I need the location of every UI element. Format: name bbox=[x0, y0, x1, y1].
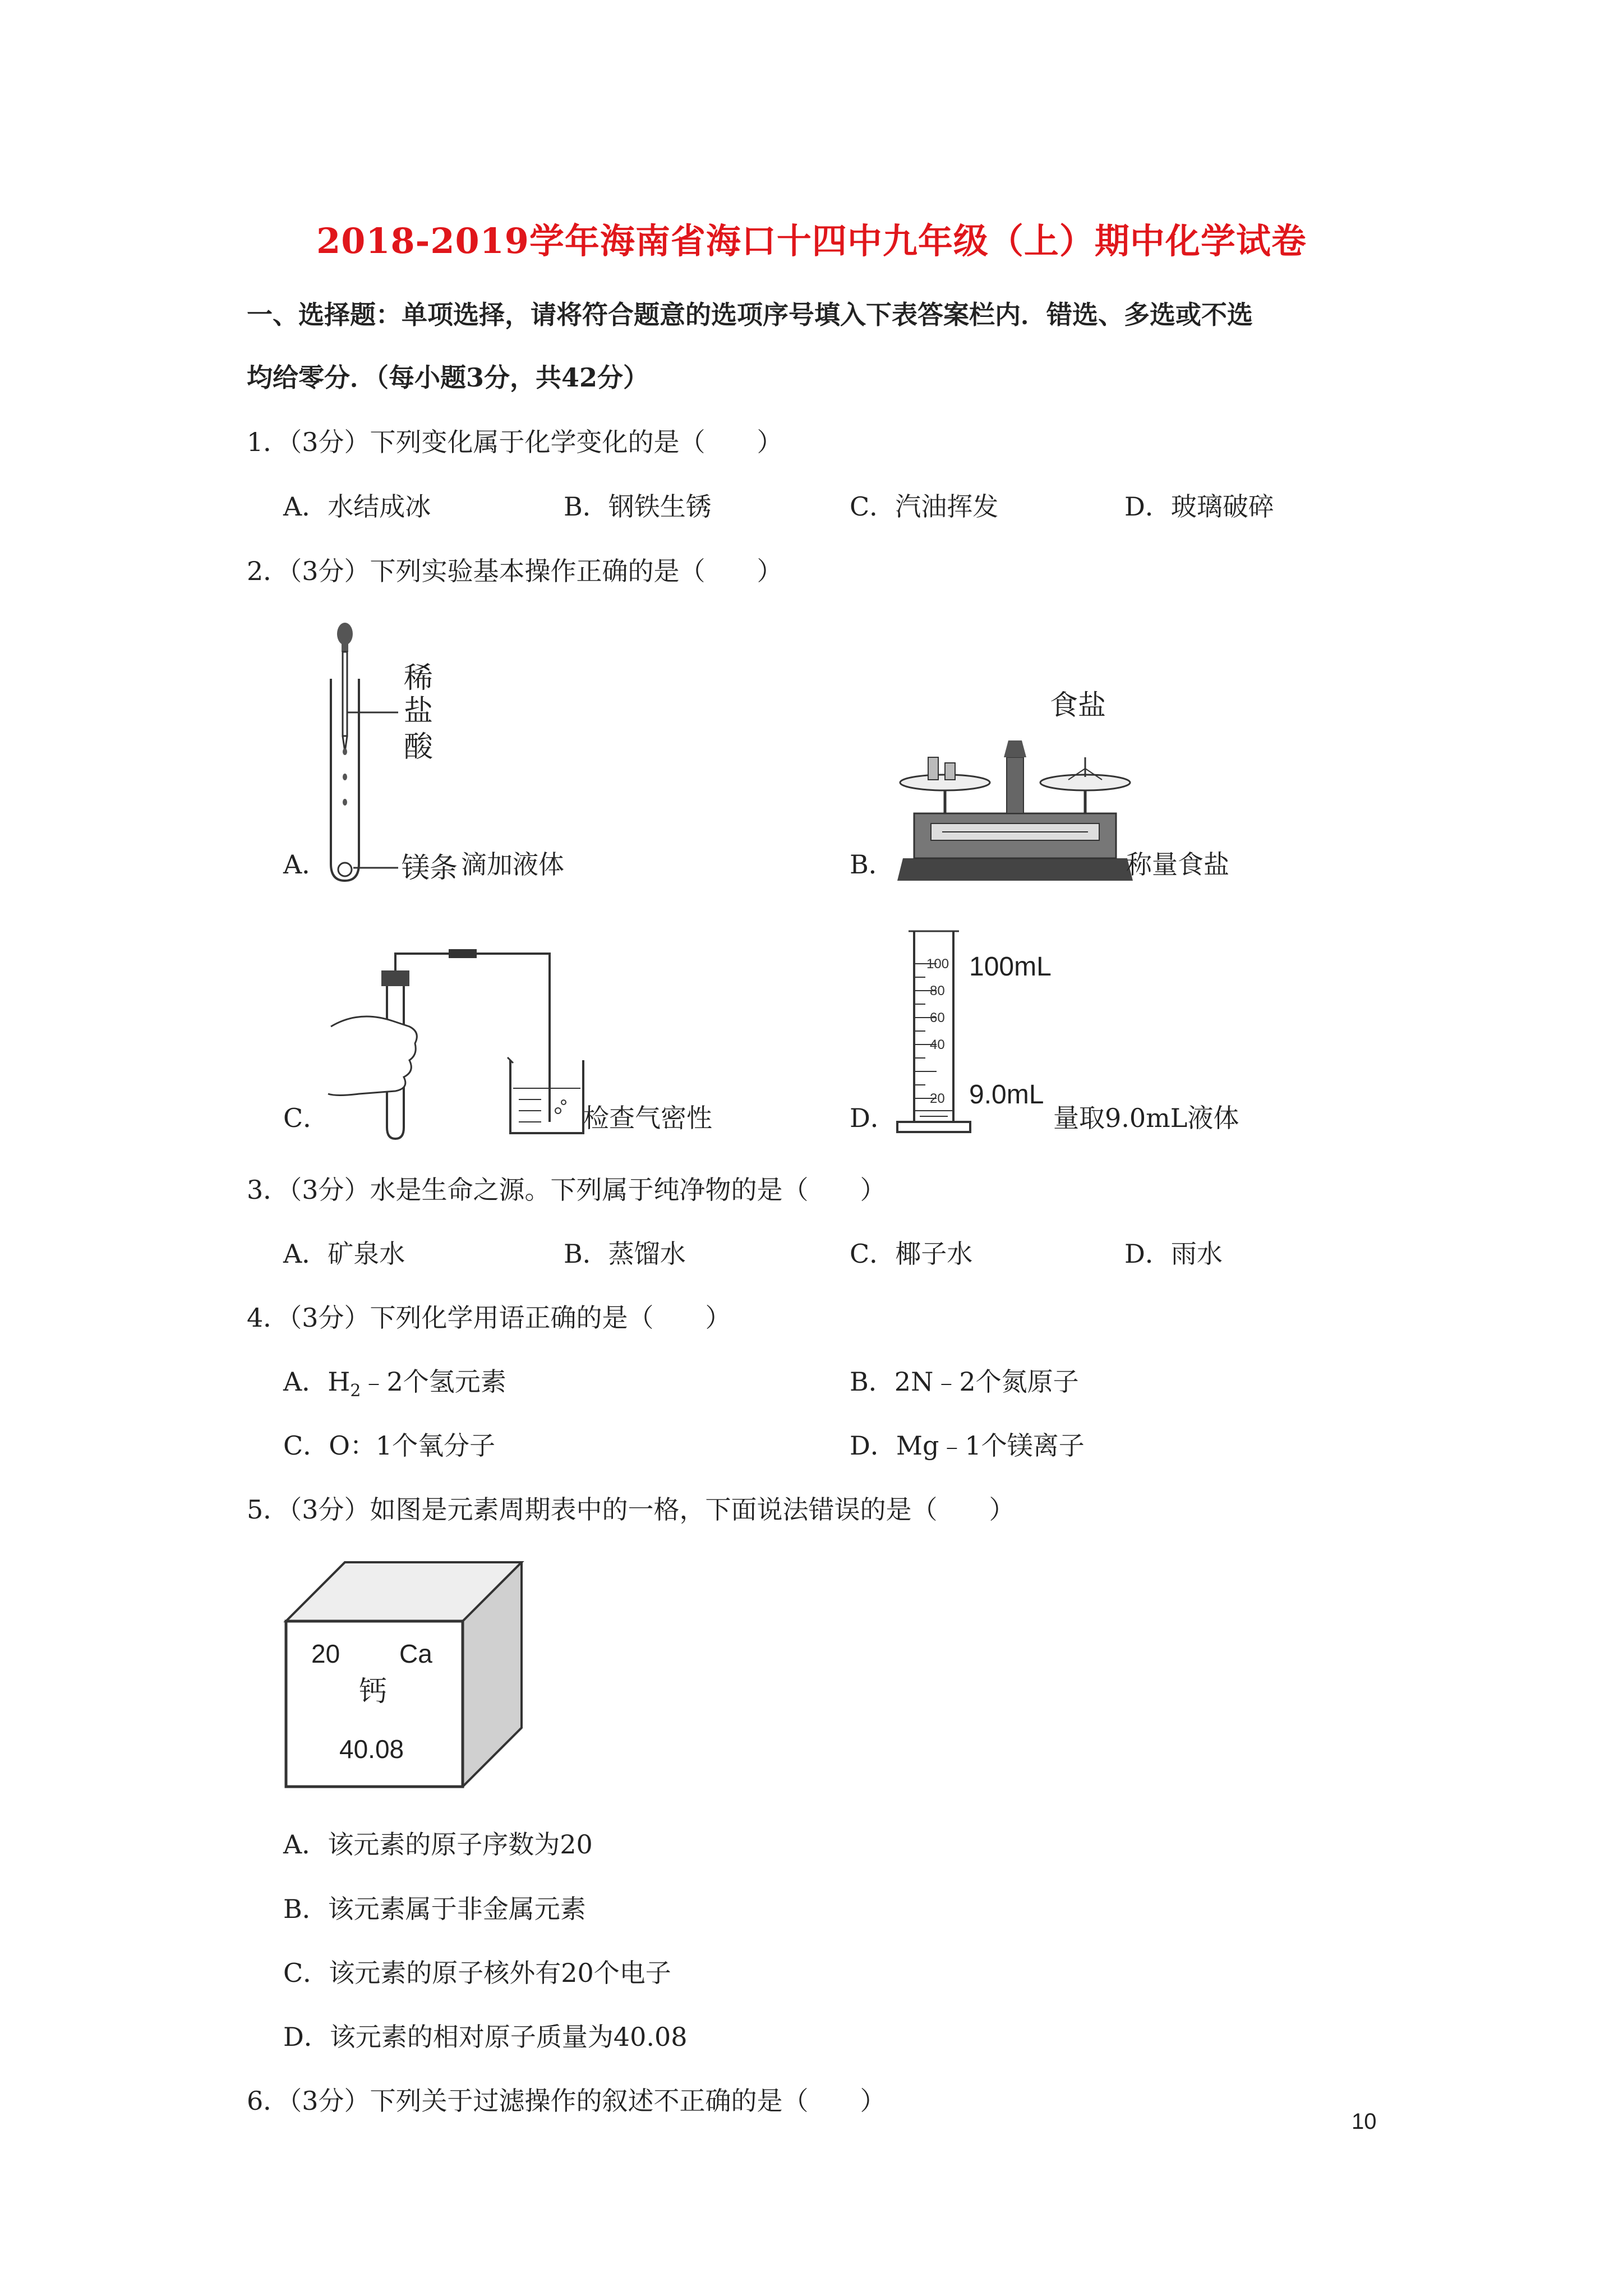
question-3-option-c: C．椰子水 bbox=[850, 1239, 973, 1269]
question-6-stem: 6．（3分）下列关于过滤操作的叙述不正确的是（ ） bbox=[247, 2086, 886, 2116]
question-4-option-b: B．2N﹣2个氮原子 bbox=[850, 1366, 1079, 1397]
question-3-option-a: A．矿泉水 bbox=[283, 1239, 405, 1269]
question-2-option-a-letter: A． bbox=[283, 849, 328, 880]
question-2-option-b-caption: 称量食盐 bbox=[1126, 849, 1229, 880]
page-number: 10 bbox=[1352, 2109, 1377, 2134]
question-2-option-c-letter: C． bbox=[283, 1103, 329, 1133]
cylinder-tick-40: 40 bbox=[930, 1037, 945, 1052]
cylinder-tick-60: 60 bbox=[930, 1010, 945, 1025]
cylinder-tick-100: 100 bbox=[926, 956, 949, 972]
section-instruction-line1: 一、选择题：单项选择，请将符合题意的选项序号填入下表答案栏内．错选、多选或不选 bbox=[247, 300, 1253, 330]
dropper-label-suan: 酸 bbox=[404, 731, 434, 763]
question-3-stem: 3．（3分）水是生命之源。下列属于纯净物的是（ ） bbox=[247, 1175, 886, 1205]
q4a-sub: 2 bbox=[350, 1381, 361, 1401]
question-5-option-a: A．该元素的原子序数为20 bbox=[283, 1829, 593, 1860]
question-5-option-d: D．该元素的相对原子质量为40.08 bbox=[283, 2022, 688, 2052]
question-4-option-d: D．Mg﹣1个镁离子 bbox=[850, 1430, 1085, 1461]
question-5-stem: 5．（3分）如图是元素周期表中的一格，下面说法错误的是（ ） bbox=[247, 1494, 1015, 1525]
q4a-pre: A．H bbox=[283, 1366, 351, 1397]
question-1-option-d: D．玻璃破碎 bbox=[1124, 491, 1274, 522]
dropper-label-yan: 盐 bbox=[404, 695, 434, 728]
question-1-option-a: A．水结成冰 bbox=[283, 491, 431, 522]
question-2-option-b-letter: B． bbox=[850, 849, 895, 880]
question-5-option-c: C．该元素的原子核外有20个电子 bbox=[283, 1958, 671, 1988]
question-2-stem: 2．（3分）下列实验基本操作正确的是（ ） bbox=[247, 556, 783, 586]
question-2-option-d-letter: D． bbox=[850, 1103, 896, 1133]
page-title: 2018-2019学年海南省海口十四中九年级（上）期中化学试卷 bbox=[316, 220, 1307, 261]
question-3-option-b: B．蒸馏水 bbox=[564, 1239, 686, 1269]
question-2-option-d-caption: 量取9.0mL液体 bbox=[1053, 1103, 1239, 1133]
test-tube-label-magnesium: 镁条 bbox=[402, 852, 458, 884]
question-1-option-c: C．汽油挥发 bbox=[850, 491, 999, 522]
q4a-post: ﹣2个氢元素 bbox=[361, 1366, 506, 1397]
element-symbol: Ca bbox=[399, 1639, 432, 1668]
question-2-option-c-caption: 检查气密性 bbox=[583, 1103, 712, 1133]
cylinder-label-100ml: 100mL bbox=[969, 952, 1052, 982]
section-instruction-line2: 均给零分．（每小题3分，共42分） bbox=[247, 362, 649, 393]
question-4-option-a bbox=[283, 1366, 506, 1401]
question-4-stem: 4．（3分）下列化学用语正确的是（ ） bbox=[247, 1303, 731, 1333]
question-1-stem: 1．（3分）下列变化属于化学变化的是（ ） bbox=[247, 427, 783, 457]
question-1-option-b: B．钢铁生锈 bbox=[564, 491, 712, 522]
balance-scale-figure bbox=[892, 724, 1138, 886]
cylinder-tick-80: 80 bbox=[930, 983, 945, 999]
balance-label-salt: 食盐 bbox=[1050, 689, 1106, 721]
cylinder-label-9ml: 9.0mL bbox=[969, 1080, 1044, 1110]
periodic-cell-figure bbox=[283, 1559, 530, 1789]
question-3-option-d: D．雨水 bbox=[1124, 1239, 1223, 1269]
question-5-option-b: B．该元素属于非金属元素 bbox=[283, 1894, 586, 1924]
dropper-label-xi: 稀 bbox=[404, 662, 434, 694]
element-atomic-number: 20 bbox=[311, 1639, 340, 1668]
question-2-option-a-caption: 滴加液体 bbox=[461, 849, 564, 880]
element-name: 钙 bbox=[359, 1676, 387, 1707]
cylinder-tick-20: 20 bbox=[930, 1091, 945, 1106]
question-4-option-c: C．O：1个氧分子 bbox=[283, 1430, 496, 1461]
element-mass: 40.08 bbox=[339, 1734, 404, 1764]
airtightness-check-figure bbox=[325, 942, 589, 1144]
